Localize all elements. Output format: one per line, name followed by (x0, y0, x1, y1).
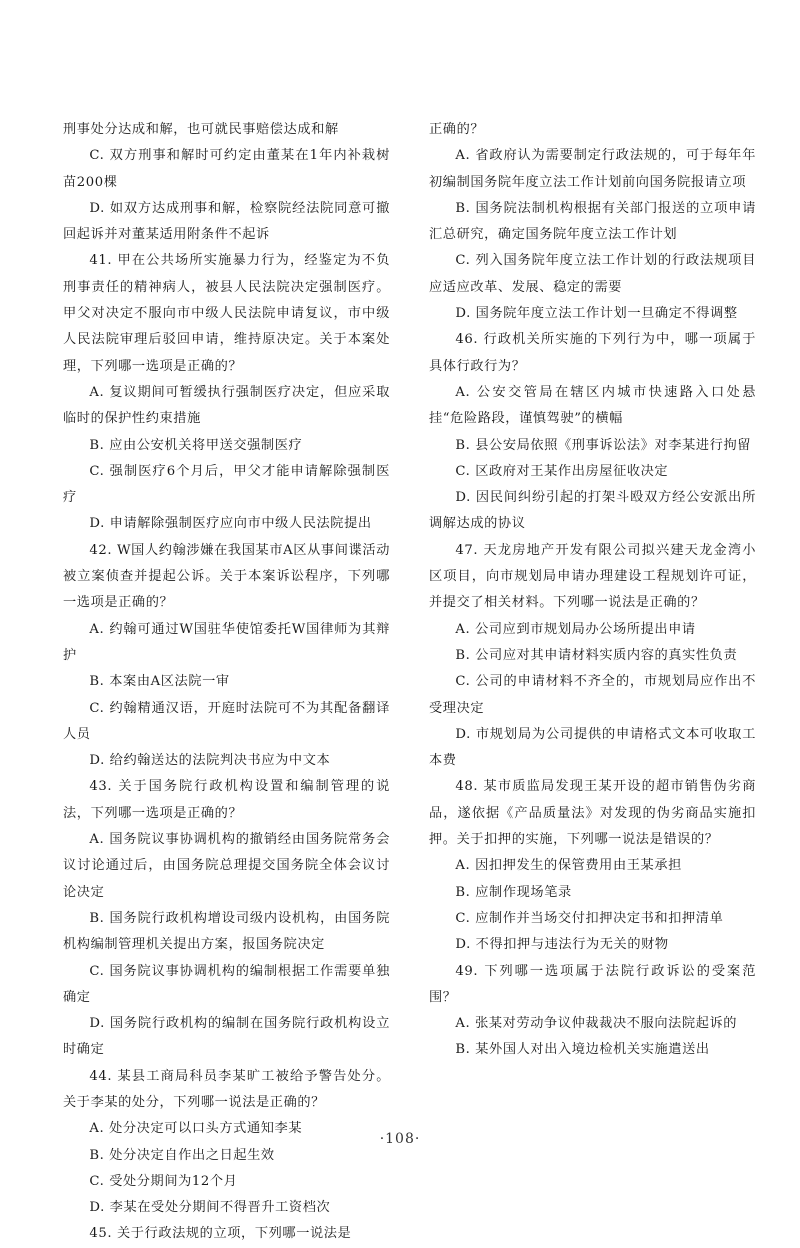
continued-text: 正确的？ (429, 122, 485, 137)
answer-option: C. 公司的申请材料不齐全的，市规划局应作出不受理决定 (429, 674, 756, 716)
answer-option: D. 李某在受处分期间不得晋升工资档次 (89, 1200, 331, 1216)
question-stem: 48. 某市质监局发现王某开设的超市销售伪劣商品，遂依据《产品质量法》对发现的伪劣商品实施扣押。关于扣押的实施，下列哪一说法是错误的？ (429, 779, 756, 848)
continued-text: 刑事处分达成和解，也可就民事赔偿达成和解 (63, 122, 339, 137)
answer-option: B. 应由公安机关将甲送交强制医疗 (89, 437, 303, 453)
answer-option: C. 受处分期间为12个月 (89, 1173, 238, 1189)
answer-option: A. 处分决定可以口头方式通知李某 (89, 1121, 303, 1137)
answer-option: D. 如双方达成刑事和解，检察院经法院同意可撤回起诉并对董某适用附条件不起诉 (63, 200, 390, 243)
answer-option: C. 列入国务院年度立法工作计划的行政法规项目应适应改革、发展、稳定的需要 (429, 253, 756, 295)
answer-option: C. 约翰精通汉语，开庭时法院可不为其配备翻译人员 (63, 700, 390, 742)
answer-option: C. 区政府对王某作出房屋征收决定 (455, 463, 669, 479)
answer-option: D. 因民间纠纷引起的打架斗殴双方经公安派出所调解达成的协议 (429, 490, 756, 532)
question-stem: 45. 关于行政法规的立项，下列哪一说法是 (89, 1226, 352, 1242)
answer-option: B. 国务院行政机构增设司级内设机构，由国务院机构编制管理机关提出方案，报国务院决定 (63, 910, 390, 953)
question-stem: 44. 某县工商局科员李某旷工被给予警告处分。关于李某的处分，下列哪一说法是正确的？ (63, 1068, 390, 1110)
question-stem: 42. W国人约翰涉嫌在我国某市A区从事间谍活动被立案侦查并提起公诉。关于本案诉讼程序，下列哪一选项是正确的？ (63, 542, 390, 611)
page-number: ·108· (379, 1131, 421, 1147)
answer-option: B. 国务院法制机构根据有关部门报送的立项申请汇总研究，确定国务院年度立法工作计划 (429, 200, 756, 243)
question-stem: 46. 行政机关所实施的下列行为中，哪一项属于具体行政行为？ (429, 332, 756, 374)
answer-option: B. 县公安局依照《刑事诉讼法》对李某进行拘留 (455, 437, 752, 453)
answer-option: B. 处分决定自作出之日起生效 (89, 1147, 275, 1163)
answer-option: D. 国务院年度立法工作计划一旦确定不得调整 (455, 306, 738, 322)
answer-option: A. 复议期间可暂缓执行强制医疗决定，但应采取临时的保护性约束措施 (63, 384, 390, 427)
question-stem: 43. 关于国务院行政机构设置和编制管理的说法，下列哪一选项是正确的？ (63, 779, 390, 821)
answer-option: D. 申请解除强制医疗应向市中级人民法院提出 (89, 516, 372, 532)
answer-option: C. 应制作并当场交付扣押决定书和扣押清单 (455, 910, 724, 926)
answer-option: B. 某外国人对出入境边检机关实施遣送出 (455, 1042, 710, 1058)
answer-option: A. 国务院议事协调机构的撤销经由国务院常务会议讨论通过后，由国务院总理提交国务院全体会议讨论决定 (63, 832, 390, 900)
answer-option: A. 省政府认为需要制定行政法规的，可于每年年初编制国务院年度立法工作计划前向国务院报请立项 (429, 148, 756, 190)
answer-option: A. 约翰可通过W国驻华使馆委托W国律师为其辩护 (63, 621, 390, 663)
answer-option: D. 给约翰送达的法院判决书应为中文本 (89, 753, 331, 769)
question-stem: 49. 下列哪一选项属于法院行政诉讼的受案范围？ (429, 963, 756, 1005)
answer-option: D. 国务院行政机构的编制在国务院行政机构设立时确定 (63, 1016, 390, 1058)
answer-option: C. 双方刑事和解时可约定由董某在1年内补栽树苗200棵 (63, 148, 390, 190)
question-stem: 47. 天龙房地产开发有限公司拟兴建天龙金湾小区项目，向市规划局申请办理建设工程规划许可证，并提交了相关材料。下列哪一说法是正确的？ (429, 542, 756, 611)
answer-option: A. 公安交管局在辖区内城市快速路入口处悬挂“危险路段，谨慎驾驶”的横幅 (429, 384, 756, 427)
answer-option: C. 强制医疗6个月后，甲父才能申请解除强制医疗 (63, 463, 390, 506)
answer-option: D. 不得扣押与违法行为无关的财物 (455, 937, 669, 953)
answer-option: B. 应制作现场笔录 (455, 884, 572, 900)
answer-option: B. 公司应对其申请材料实质内容的真实性负责 (455, 647, 738, 663)
right-column (429, 117, 756, 1064)
answer-option: A. 公司应到市规划局办公场所提出申请 (455, 621, 696, 637)
question-stem: 41. 甲在公共场所实施暴力行为，经鉴定为不负刑事责任的精神病人，被县人民法院决定强制医疗。甲父对决定不服向市中级人民法院申请复议，市中级人民法院审理后驳回申请，维持原决定。关于本案处理，下列哪一选项是正确的？ (63, 253, 390, 374)
answer-option: D. 市规划局为公司提供的申请格式文本可收取工本费 (429, 726, 756, 769)
answer-option: A. 因扣押发生的保管费用由王某承担 (455, 858, 682, 874)
left-column (63, 117, 390, 1248)
answer-option: B. 本案由A区法院一审 (89, 674, 230, 690)
answer-option: C. 国务院议事协调机构的编制根据工作需要单独确定 (63, 963, 390, 1005)
answer-option: A. 张某对劳动争议仲裁裁决不服向法院起诉的 (455, 1016, 738, 1032)
